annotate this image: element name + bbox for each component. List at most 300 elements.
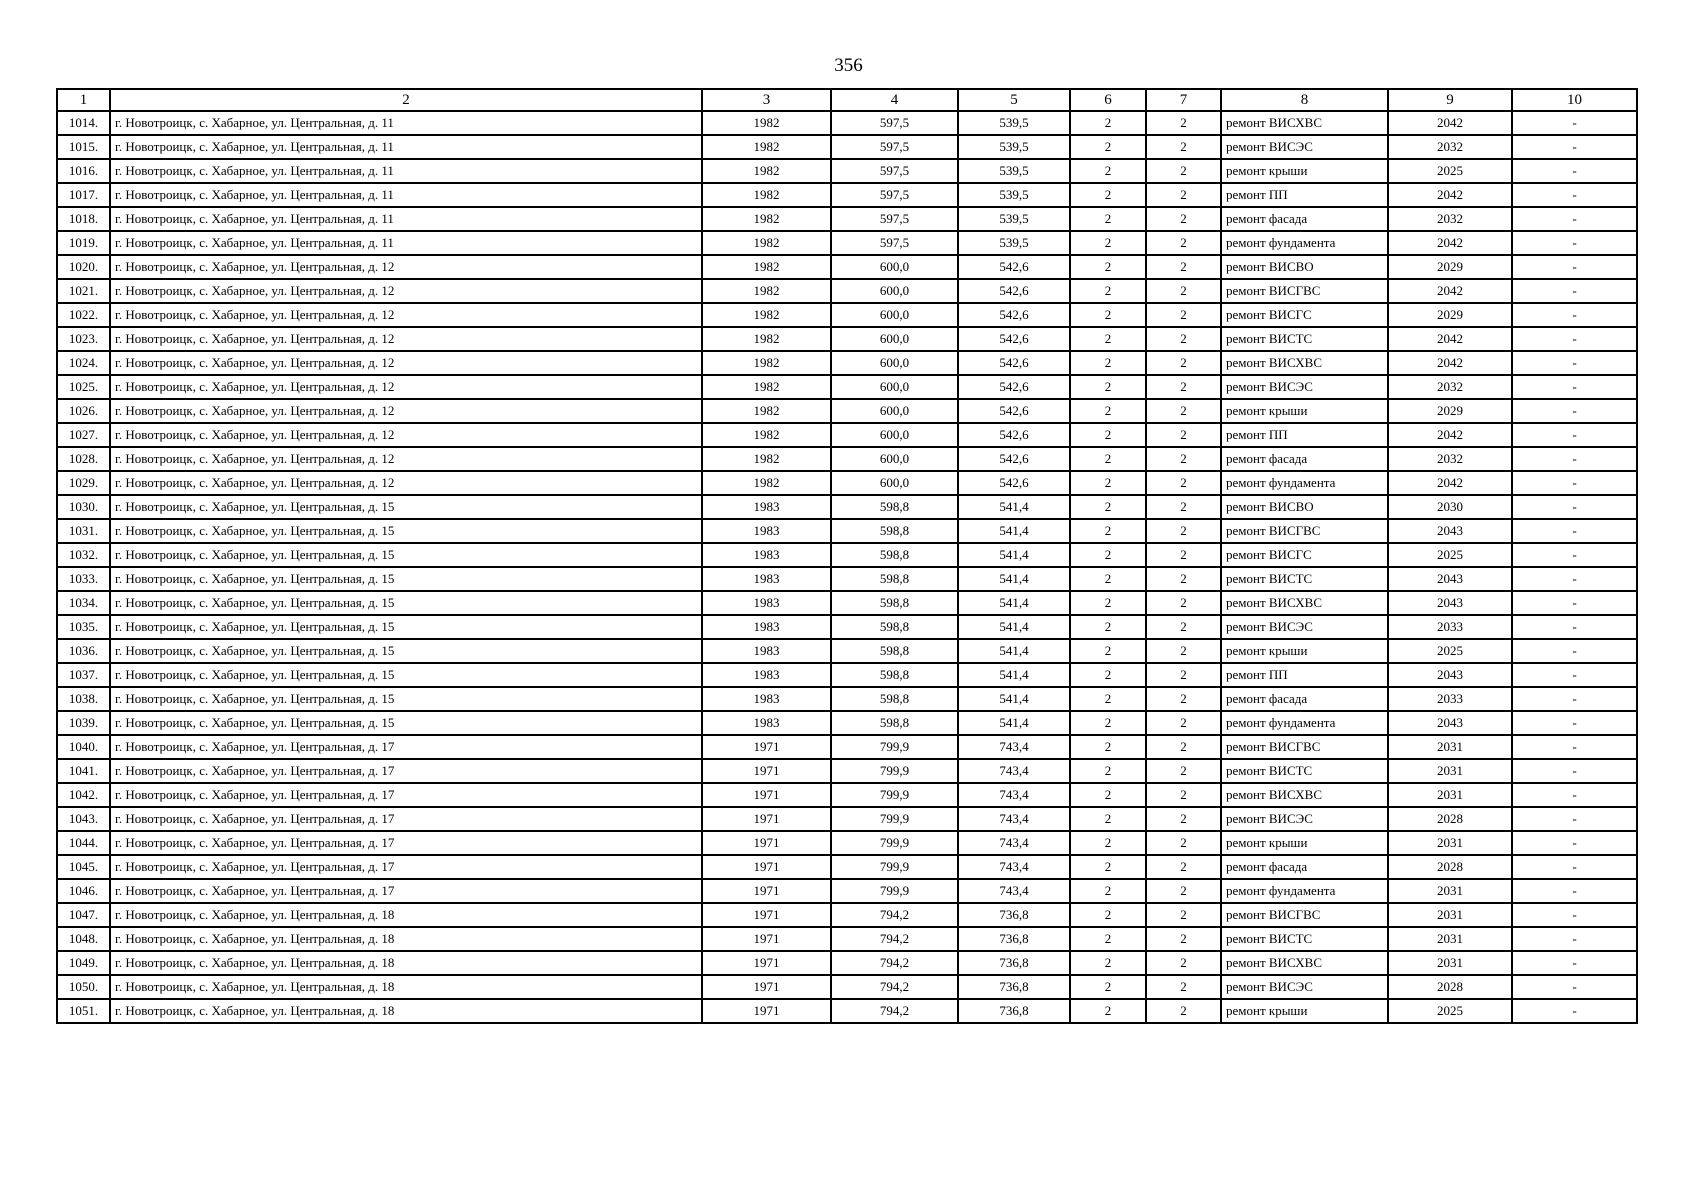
year-built-cell: 1983: [702, 543, 831, 567]
entrances-cell: 2: [1146, 159, 1221, 183]
living-area-cell: 542,6: [958, 375, 1070, 399]
note-cell: -: [1512, 279, 1637, 303]
address-cell: г. Новотроицк, с. Хабарное, ул. Центральная, д. 11: [110, 231, 702, 255]
living-area-cell: 542,6: [958, 399, 1070, 423]
entrances-cell: 2: [1146, 663, 1221, 687]
planned-year-cell: 2029: [1388, 303, 1512, 327]
planned-year-cell: 2042: [1388, 423, 1512, 447]
address-cell: г. Новотроицк, с. Хабарное, ул. Центральная, д. 15: [110, 543, 702, 567]
entrances-cell: 2: [1146, 999, 1221, 1023]
total-area-cell: 600,0: [831, 375, 958, 399]
table-row: [57, 663, 1637, 687]
total-area-cell: 799,9: [831, 831, 958, 855]
floors-cell: 2: [1070, 735, 1146, 759]
address-cell: г. Новотроицк, с. Хабарное, ул. Центральная, д. 11: [110, 111, 702, 135]
column-header-4: 4: [831, 89, 958, 111]
year-built-cell: 1971: [702, 927, 831, 951]
living-area-cell: 736,8: [958, 903, 1070, 927]
table-row: [57, 831, 1637, 855]
table-row: [57, 423, 1637, 447]
total-area-cell: 799,9: [831, 735, 958, 759]
table-row: [57, 207, 1637, 231]
living-area-cell: 541,4: [958, 687, 1070, 711]
entrances-cell: 2: [1146, 759, 1221, 783]
year-built-cell: 1971: [702, 999, 831, 1023]
row-number-cell: 1043.: [57, 807, 110, 831]
work-type-cell: ремонт ВИСЭС: [1221, 375, 1388, 399]
table-row: [57, 543, 1637, 567]
table-row: [57, 807, 1637, 831]
address-cell: г. Новотроицк, с. Хабарное, ул. Центральная, д. 15: [110, 615, 702, 639]
note-cell: -: [1512, 807, 1637, 831]
total-area-cell: 597,5: [831, 159, 958, 183]
table-row: [57, 447, 1637, 471]
row-number-cell: 1037.: [57, 663, 110, 687]
work-type-cell: ремонт ПП: [1221, 663, 1388, 687]
work-type-cell: ремонт ВИСТС: [1221, 927, 1388, 951]
planned-year-cell: 2031: [1388, 735, 1512, 759]
address-cell: г. Новотроицк, с. Хабарное, ул. Центральная, д. 12: [110, 447, 702, 471]
total-area-cell: 597,5: [831, 183, 958, 207]
table-row: [57, 975, 1637, 999]
year-built-cell: 1971: [702, 855, 831, 879]
floors-cell: 2: [1070, 327, 1146, 351]
floors-cell: 2: [1070, 399, 1146, 423]
note-cell: -: [1512, 711, 1637, 735]
total-area-cell: 794,2: [831, 975, 958, 999]
entrances-cell: 2: [1146, 543, 1221, 567]
planned-year-cell: 2029: [1388, 255, 1512, 279]
total-area-cell: 597,5: [831, 207, 958, 231]
address-cell: г. Новотроицк, с. Хабарное, ул. Центральная, д. 12: [110, 375, 702, 399]
floors-cell: 2: [1070, 783, 1146, 807]
address-cell: г. Новотроицк, с. Хабарное, ул. Центральная, д. 11: [110, 183, 702, 207]
address-cell: г. Новотроицк, с. Хабарное, ул. Центральная, д. 18: [110, 975, 702, 999]
table-row: [57, 783, 1637, 807]
year-built-cell: 1971: [702, 951, 831, 975]
floors-cell: 2: [1070, 711, 1146, 735]
planned-year-cell: 2025: [1388, 999, 1512, 1023]
floors-cell: 2: [1070, 471, 1146, 495]
living-area-cell: 736,8: [958, 951, 1070, 975]
note-cell: -: [1512, 591, 1637, 615]
note-cell: -: [1512, 255, 1637, 279]
row-number-cell: 1041.: [57, 759, 110, 783]
year-built-cell: 1971: [702, 735, 831, 759]
table-row: [57, 111, 1637, 135]
note-cell: -: [1512, 735, 1637, 759]
living-area-cell: 542,6: [958, 471, 1070, 495]
living-area-cell: 541,4: [958, 615, 1070, 639]
planned-year-cell: 2032: [1388, 135, 1512, 159]
work-type-cell: ремонт ВИСГВС: [1221, 903, 1388, 927]
total-area-cell: 600,0: [831, 423, 958, 447]
planned-year-cell: 2042: [1388, 351, 1512, 375]
planned-year-cell: 2043: [1388, 663, 1512, 687]
total-area-cell: 597,5: [831, 231, 958, 255]
floors-cell: 2: [1070, 591, 1146, 615]
year-built-cell: 1983: [702, 663, 831, 687]
living-area-cell: 743,4: [958, 759, 1070, 783]
column-header-10: 10: [1512, 89, 1637, 111]
row-number-cell: 1018.: [57, 207, 110, 231]
entrances-cell: 2: [1146, 975, 1221, 999]
floors-cell: 2: [1070, 111, 1146, 135]
entrances-cell: 2: [1146, 471, 1221, 495]
page-number: 356: [834, 55, 863, 76]
living-area-cell: 541,4: [958, 543, 1070, 567]
row-number-cell: 1034.: [57, 591, 110, 615]
living-area-cell: 542,6: [958, 447, 1070, 471]
year-built-cell: 1982: [702, 111, 831, 135]
column-header-6: 6: [1070, 89, 1146, 111]
living-area-cell: 736,8: [958, 975, 1070, 999]
table-body: [57, 111, 1637, 1023]
floors-cell: 2: [1070, 519, 1146, 543]
table-row: [57, 567, 1637, 591]
total-area-cell: 794,2: [831, 927, 958, 951]
note-cell: -: [1512, 759, 1637, 783]
address-cell: г. Новотроицк, с. Хабарное, ул. Центральная, д. 15: [110, 663, 702, 687]
entrances-cell: 2: [1146, 447, 1221, 471]
note-cell: -: [1512, 183, 1637, 207]
total-area-cell: 598,8: [831, 663, 958, 687]
address-cell: г. Новотроицк, с. Хабарное, ул. Центральная, д. 15: [110, 519, 702, 543]
floors-cell: 2: [1070, 999, 1146, 1023]
entrances-cell: 2: [1146, 303, 1221, 327]
living-area-cell: 743,4: [958, 855, 1070, 879]
table-row: [57, 927, 1637, 951]
work-type-cell: ремонт ПП: [1221, 183, 1388, 207]
row-number-cell: 1046.: [57, 879, 110, 903]
column-header-7: 7: [1146, 89, 1221, 111]
planned-year-cell: 2043: [1388, 711, 1512, 735]
row-number-cell: 1030.: [57, 495, 110, 519]
floors-cell: 2: [1070, 687, 1146, 711]
entrances-cell: 2: [1146, 423, 1221, 447]
floors-cell: 2: [1070, 663, 1146, 687]
table-row: [57, 303, 1637, 327]
row-number-cell: 1014.: [57, 111, 110, 135]
work-type-cell: ремонт ВИСГВС: [1221, 519, 1388, 543]
note-cell: -: [1512, 831, 1637, 855]
entrances-cell: 2: [1146, 111, 1221, 135]
address-cell: г. Новотроицк, с. Хабарное, ул. Центральная, д. 12: [110, 255, 702, 279]
total-area-cell: 600,0: [831, 351, 958, 375]
entrances-cell: 2: [1146, 519, 1221, 543]
floors-cell: 2: [1070, 423, 1146, 447]
work-type-cell: ремонт фундамента: [1221, 231, 1388, 255]
address-cell: г. Новотроицк, с. Хабарное, ул. Центральная, д. 15: [110, 687, 702, 711]
living-area-cell: 736,8: [958, 999, 1070, 1023]
living-area-cell: 541,4: [958, 591, 1070, 615]
total-area-cell: 598,8: [831, 567, 958, 591]
work-type-cell: ремонт крыши: [1221, 831, 1388, 855]
entrances-cell: 2: [1146, 687, 1221, 711]
planned-year-cell: 2025: [1388, 639, 1512, 663]
year-built-cell: 1982: [702, 351, 831, 375]
planned-year-cell: 2031: [1388, 879, 1512, 903]
planned-year-cell: 2028: [1388, 975, 1512, 999]
year-built-cell: 1982: [702, 423, 831, 447]
living-area-cell: 539,5: [958, 207, 1070, 231]
table-row: [57, 375, 1637, 399]
entrances-cell: 2: [1146, 783, 1221, 807]
note-cell: -: [1512, 615, 1637, 639]
column-header-5: 5: [958, 89, 1070, 111]
entrances-cell: 2: [1146, 855, 1221, 879]
entrances-cell: 2: [1146, 135, 1221, 159]
note-cell: -: [1512, 999, 1637, 1023]
row-number-cell: 1022.: [57, 303, 110, 327]
work-type-cell: ремонт фундамента: [1221, 879, 1388, 903]
year-built-cell: 1982: [702, 159, 831, 183]
note-cell: -: [1512, 471, 1637, 495]
year-built-cell: 1982: [702, 207, 831, 231]
note-cell: -: [1512, 903, 1637, 927]
planned-year-cell: 2032: [1388, 447, 1512, 471]
note-cell: -: [1512, 231, 1637, 255]
note-cell: -: [1512, 135, 1637, 159]
total-area-cell: 598,8: [831, 711, 958, 735]
work-type-cell: ремонт ВИСВО: [1221, 255, 1388, 279]
work-type-cell: ремонт ВИСТС: [1221, 327, 1388, 351]
work-type-cell: ремонт ВИСХВС: [1221, 591, 1388, 615]
living-area-cell: 542,6: [958, 351, 1070, 375]
table-row: [57, 495, 1637, 519]
work-type-cell: ремонт ВИСЭС: [1221, 807, 1388, 831]
floors-cell: 2: [1070, 639, 1146, 663]
table-row: [57, 327, 1637, 351]
year-built-cell: 1983: [702, 639, 831, 663]
entrances-cell: 2: [1146, 927, 1221, 951]
table-row: [57, 615, 1637, 639]
year-built-cell: 1971: [702, 807, 831, 831]
table-row: [57, 759, 1637, 783]
total-area-cell: 598,8: [831, 519, 958, 543]
year-built-cell: 1971: [702, 783, 831, 807]
entrances-cell: 2: [1146, 951, 1221, 975]
table-row: [57, 471, 1637, 495]
living-area-cell: 542,6: [958, 303, 1070, 327]
total-area-cell: 794,2: [831, 903, 958, 927]
address-cell: г. Новотроицк, с. Хабарное, ул. Центральная, д. 17: [110, 783, 702, 807]
floors-cell: 2: [1070, 831, 1146, 855]
year-built-cell: 1971: [702, 975, 831, 999]
work-type-cell: ремонт фундамента: [1221, 471, 1388, 495]
work-type-cell: ремонт фасада: [1221, 447, 1388, 471]
column-header-9: 9: [1388, 89, 1512, 111]
year-built-cell: 1983: [702, 495, 831, 519]
work-type-cell: ремонт ВИСГВС: [1221, 279, 1388, 303]
total-area-cell: 799,9: [831, 855, 958, 879]
table-row: [57, 183, 1637, 207]
entrances-cell: 2: [1146, 255, 1221, 279]
floors-cell: 2: [1070, 255, 1146, 279]
row-number-cell: 1025.: [57, 375, 110, 399]
year-built-cell: 1982: [702, 375, 831, 399]
note-cell: -: [1512, 567, 1637, 591]
table-row: [57, 855, 1637, 879]
floors-cell: 2: [1070, 231, 1146, 255]
total-area-cell: 799,9: [831, 783, 958, 807]
note-cell: -: [1512, 303, 1637, 327]
row-number-cell: 1019.: [57, 231, 110, 255]
floors-cell: 2: [1070, 303, 1146, 327]
year-built-cell: 1982: [702, 135, 831, 159]
note-cell: -: [1512, 375, 1637, 399]
row-number-cell: 1050.: [57, 975, 110, 999]
floors-cell: 2: [1070, 975, 1146, 999]
row-number-cell: 1027.: [57, 423, 110, 447]
planned-year-cell: 2025: [1388, 543, 1512, 567]
entrances-cell: 2: [1146, 495, 1221, 519]
note-cell: -: [1512, 159, 1637, 183]
note-cell: -: [1512, 207, 1637, 231]
living-area-cell: 541,4: [958, 519, 1070, 543]
total-area-cell: 799,9: [831, 807, 958, 831]
entrances-cell: 2: [1146, 399, 1221, 423]
row-number-cell: 1045.: [57, 855, 110, 879]
entrances-cell: 2: [1146, 903, 1221, 927]
note-cell: -: [1512, 639, 1637, 663]
floors-cell: 2: [1070, 759, 1146, 783]
floors-cell: 2: [1070, 951, 1146, 975]
living-area-cell: 541,4: [958, 639, 1070, 663]
row-number-cell: 1044.: [57, 831, 110, 855]
column-header-1: 1: [57, 89, 110, 111]
living-area-cell: 539,5: [958, 231, 1070, 255]
address-cell: г. Новотроицк, с. Хабарное, ул. Центральная, д. 17: [110, 735, 702, 759]
column-header-2: 2: [110, 89, 702, 111]
planned-year-cell: 2031: [1388, 951, 1512, 975]
work-type-cell: ремонт крыши: [1221, 639, 1388, 663]
address-cell: г. Новотроицк, с. Хабарное, ул. Центральная, д. 12: [110, 423, 702, 447]
address-cell: г. Новотроицк, с. Хабарное, ул. Центральная, д. 17: [110, 855, 702, 879]
floors-cell: 2: [1070, 135, 1146, 159]
total-area-cell: 600,0: [831, 399, 958, 423]
living-area-cell: 539,5: [958, 159, 1070, 183]
entrances-cell: 2: [1146, 567, 1221, 591]
planned-year-cell: 2031: [1388, 927, 1512, 951]
living-area-cell: 743,4: [958, 807, 1070, 831]
note-cell: -: [1512, 519, 1637, 543]
row-number-cell: 1033.: [57, 567, 110, 591]
row-number-cell: 1038.: [57, 687, 110, 711]
floors-cell: 2: [1070, 159, 1146, 183]
entrances-cell: 2: [1146, 327, 1221, 351]
work-type-cell: ремонт ВИСГС: [1221, 303, 1388, 327]
entrances-cell: 2: [1146, 807, 1221, 831]
work-type-cell: ремонт ВИСВО: [1221, 495, 1388, 519]
entrances-cell: 2: [1146, 375, 1221, 399]
row-number-cell: 1024.: [57, 351, 110, 375]
work-type-cell: ремонт фасада: [1221, 207, 1388, 231]
work-type-cell: ремонт ВИСЭС: [1221, 975, 1388, 999]
address-cell: г. Новотроицк, с. Хабарное, ул. Центральная, д. 15: [110, 495, 702, 519]
row-number-cell: 1026.: [57, 399, 110, 423]
column-header-3: 3: [702, 89, 831, 111]
floors-cell: 2: [1070, 855, 1146, 879]
note-cell: -: [1512, 879, 1637, 903]
year-built-cell: 1982: [702, 183, 831, 207]
total-area-cell: 794,2: [831, 951, 958, 975]
living-area-cell: 542,6: [958, 279, 1070, 303]
table-row: [57, 951, 1637, 975]
planned-year-cell: 2030: [1388, 495, 1512, 519]
planned-year-cell: 2028: [1388, 807, 1512, 831]
floors-cell: 2: [1070, 447, 1146, 471]
planned-year-cell: 2032: [1388, 207, 1512, 231]
work-type-cell: ремонт ВИСТС: [1221, 759, 1388, 783]
address-cell: г. Новотроицк, с. Хабарное, ул. Центральная, д. 11: [110, 207, 702, 231]
total-area-cell: 598,8: [831, 495, 958, 519]
note-cell: -: [1512, 447, 1637, 471]
table-row: [57, 255, 1637, 279]
living-area-cell: 539,5: [958, 135, 1070, 159]
table-row: [57, 903, 1637, 927]
work-type-cell: ремонт ВИСХВС: [1221, 351, 1388, 375]
address-cell: г. Новотроицк, с. Хабарное, ул. Центральная, д. 17: [110, 807, 702, 831]
living-area-cell: 743,4: [958, 735, 1070, 759]
year-built-cell: 1982: [702, 279, 831, 303]
table-row: [57, 279, 1637, 303]
living-area-cell: 541,4: [958, 663, 1070, 687]
floors-cell: 2: [1070, 879, 1146, 903]
planned-year-cell: 2031: [1388, 759, 1512, 783]
row-number-cell: 1020.: [57, 255, 110, 279]
address-cell: г. Новотроицк, с. Хабарное, ул. Центральная, д. 12: [110, 351, 702, 375]
note-cell: -: [1512, 399, 1637, 423]
note-cell: -: [1512, 663, 1637, 687]
planned-year-cell: 2042: [1388, 231, 1512, 255]
entrances-cell: 2: [1146, 639, 1221, 663]
address-cell: г. Новотроицк, с. Хабарное, ул. Центральная, д. 18: [110, 951, 702, 975]
address-cell: г. Новотроицк, с. Хабарное, ул. Центральная, д. 17: [110, 831, 702, 855]
total-area-cell: 598,8: [831, 591, 958, 615]
year-built-cell: 1983: [702, 711, 831, 735]
living-area-cell: 736,8: [958, 927, 1070, 951]
living-area-cell: 541,4: [958, 711, 1070, 735]
note-cell: -: [1512, 495, 1637, 519]
year-built-cell: 1982: [702, 447, 831, 471]
planned-year-cell: 2043: [1388, 519, 1512, 543]
floors-cell: 2: [1070, 927, 1146, 951]
living-area-cell: 743,4: [958, 783, 1070, 807]
year-built-cell: 1982: [702, 231, 831, 255]
work-type-cell: ремонт крыши: [1221, 159, 1388, 183]
row-number-cell: 1039.: [57, 711, 110, 735]
living-area-cell: 541,4: [958, 495, 1070, 519]
living-area-cell: 542,6: [958, 255, 1070, 279]
table-row: [57, 519, 1637, 543]
address-cell: г. Новотроицк, с. Хабарное, ул. Центральная, д. 18: [110, 927, 702, 951]
entrances-cell: 2: [1146, 615, 1221, 639]
year-built-cell: 1971: [702, 759, 831, 783]
note-cell: -: [1512, 975, 1637, 999]
total-area-cell: 799,9: [831, 879, 958, 903]
table-row: [57, 999, 1637, 1023]
floors-cell: 2: [1070, 351, 1146, 375]
address-cell: г. Новотроицк, с. Хабарное, ул. Центральная, д. 12: [110, 279, 702, 303]
total-area-cell: 598,8: [831, 615, 958, 639]
year-built-cell: 1982: [702, 255, 831, 279]
work-type-cell: ремонт ВИСТС: [1221, 567, 1388, 591]
address-cell: г. Новотроицк, с. Хабарное, ул. Центральная, д. 11: [110, 159, 702, 183]
address-cell: г. Новотроицк, с. Хабарное, ул. Центральная, д. 11: [110, 135, 702, 159]
planned-year-cell: 2028: [1388, 855, 1512, 879]
row-number-cell: 1042.: [57, 783, 110, 807]
